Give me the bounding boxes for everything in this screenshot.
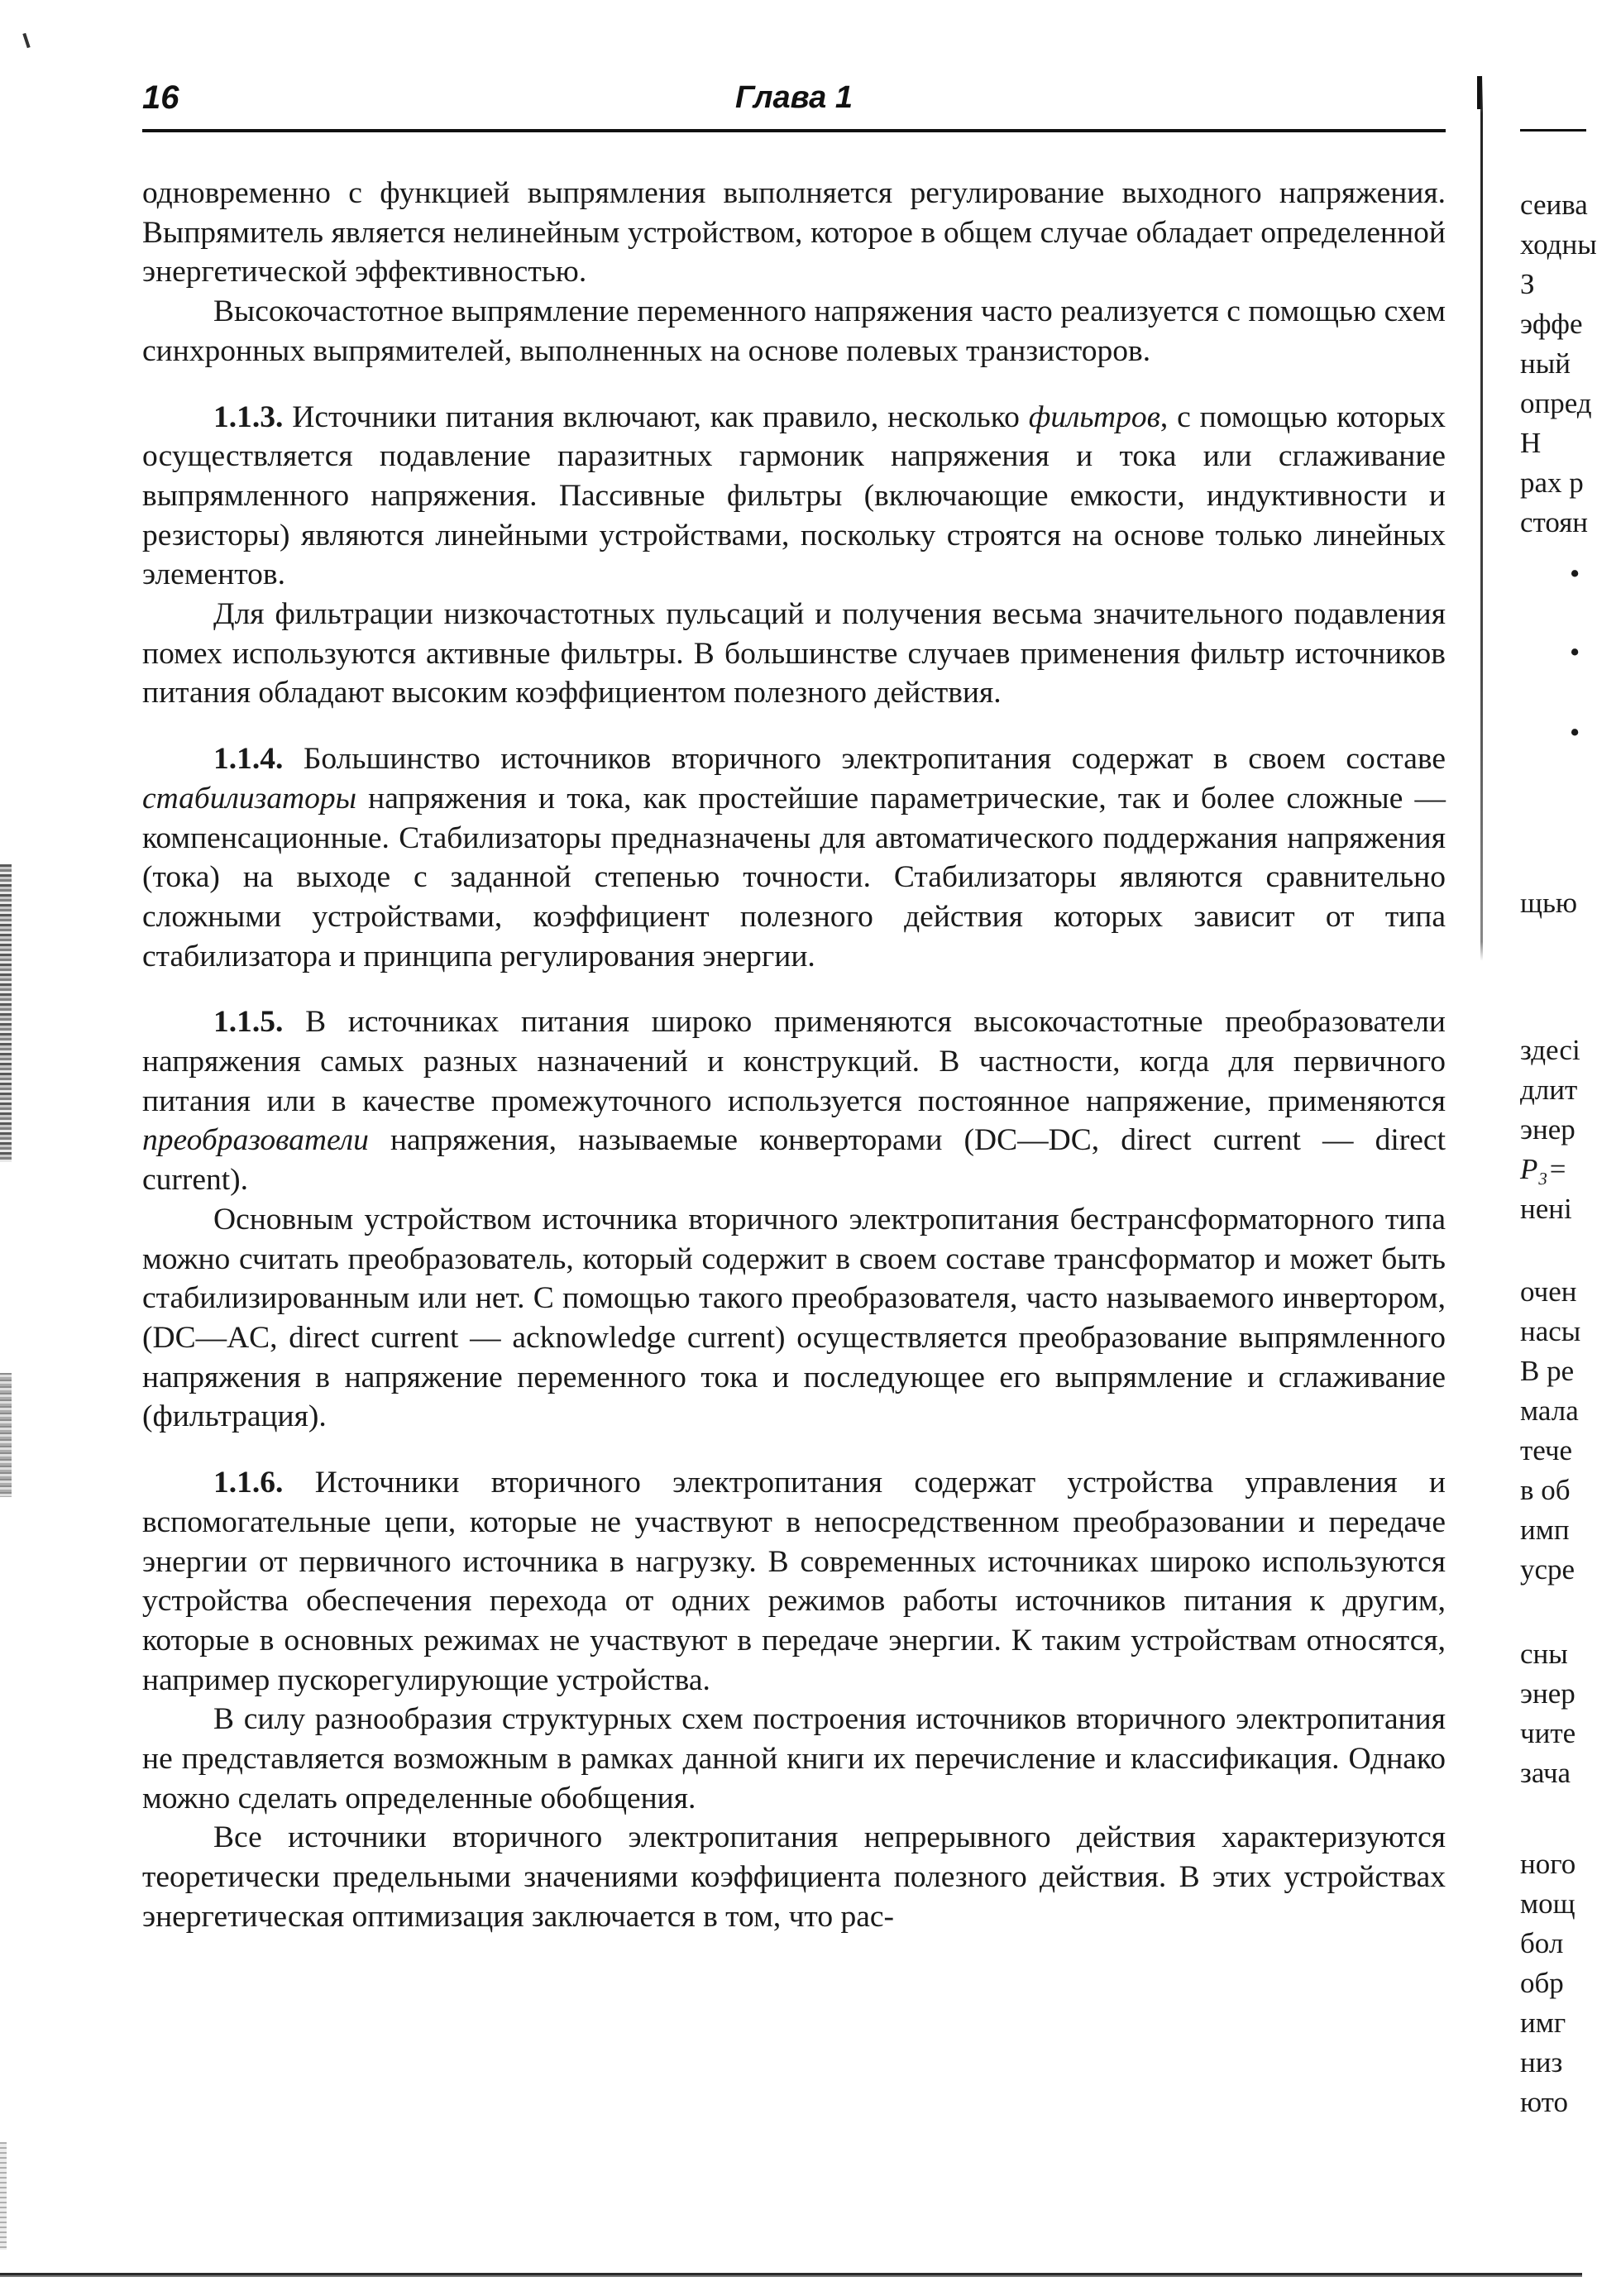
paragraph: Высокочастотное выпрямление переменного напряжения часто реализуется с помощью схем синхронных выпрямителей, выполненных на основе полевых транзисторов. <box>142 294 1446 368</box>
facing-page-fragment: опред <box>1520 387 1592 419</box>
facing-page-fragment: низ <box>1520 2046 1563 2078</box>
facing-page-fragment: бол <box>1520 1927 1564 1959</box>
facing-page-fragment: ный <box>1520 347 1571 380</box>
page-gutter <box>1480 74 1483 2002</box>
paragraph: Для фильтрации низкочастотных пульсаций и получения весьма значительного подавления помех используются активные фильтры. В большинстве случаев применения фильтр источников питания обладают высоким коэффициентом полезного действия. <box>142 597 1446 710</box>
paragraph-text: Большинство источников вторичного электропитания содержат в своем составе <box>283 742 1446 777</box>
paragraph-text: В источниках питания широко применяются высокочастотные преобразователи напряжения самых разных назначений и конструкций. В частности, когда для первичного питания или в качестве промежуточного используется постоянное напряжение, применяются <box>142 1005 1446 1118</box>
section-paragraph-1-1-5 <box>142 1002 1446 1200</box>
facing-page-header-rule <box>1520 129 1586 132</box>
scan-speck <box>22 33 30 48</box>
facing-page-fragment: щью <box>1520 887 1578 919</box>
facing-page-fragment: сны <box>1520 1638 1568 1670</box>
scan-bottom-edge <box>0 2273 1582 2279</box>
facing-page-fragment: юто <box>1520 2086 1569 2118</box>
header-rule <box>142 129 1446 132</box>
facing-page-formula: P₃= <box>1520 1153 1568 1185</box>
chapter-title: Глава 1 <box>735 80 853 115</box>
facing-page-fragment: тече <box>1520 1434 1573 1466</box>
section-number: 1.1.3. <box>213 399 284 434</box>
facing-page-fragment: З <box>1520 268 1535 300</box>
facing-page-fragment: насы <box>1520 1315 1581 1347</box>
main-text <box>142 174 1446 1937</box>
bullet-icon: • <box>1570 636 1580 668</box>
section-number: 1.1.5. <box>213 1005 284 1040</box>
section-number: 1.1.4. <box>213 742 284 777</box>
section-paragraph-1-1-6 <box>142 1463 1446 1700</box>
facing-page-fragment: зача <box>1520 1757 1571 1789</box>
facing-page-fragment: обр <box>1520 1967 1564 1999</box>
paragraph-text: Источники вторичного электропитания содержат устройства управления и вспомогательные цепи, которые не участвуют в непосредственном преобразовании и передаче энергии от первичного источника в нагрузку. В современных источниках широко используются устройства обеспечения перехода от одних режимов работы источников питания к другим, которые в основных режимах не участвуют в передаче энергии. К таким устройствам относятся, например пускорегулирующие устройства. <box>142 1466 1446 1697</box>
running-header <box>142 73 1446 132</box>
facing-page-fragment: эффе <box>1520 308 1583 340</box>
facing-page-fragment: Н <box>1520 427 1542 459</box>
facing-page-fragment: мощ <box>1520 1887 1575 1920</box>
paragraph: В силу разнообразия структурных схем построения источников вторичного электропитания не представляется возможным в рамках данной книги их перечисление и классификация. Однако можно сделать определенные обобщения. <box>142 1702 1446 1815</box>
paragraph-text: Источники питания включают, как правило, несколько <box>283 399 1029 434</box>
facing-page-fragment: имг <box>1520 2007 1566 2039</box>
bullet-icon: • <box>1570 557 1580 590</box>
paragraph: Основным устройством источника вторичного электропитания бестрансформаторного типа можно считать преобразователь, который содержит в своем составе трансформатор и может быть стабилизированным или нет. С помощью такого преобразователя, часто называемого инвертором, (DC—AC, direct current — acknowledge current) осуществляется преобразование выпрямленного напряжения в напряжение переменного тока и последующее его выпрямление и сглаживание (фильтрация). <box>142 1202 1446 1434</box>
bullet-icon: • <box>1570 716 1580 749</box>
facing-page-fragment: здесі <box>1520 1034 1580 1066</box>
facing-page-fragment: мала <box>1520 1394 1579 1427</box>
section-paragraph-1-1-4 <box>142 739 1446 976</box>
section-paragraph-1-1-3 <box>142 398 1446 596</box>
paragraph-text: напряжения и тока, как простейшие параметрические, так и более сложные — компенсационные. Стабилизаторы предназначены для автоматического поддержания напряжения (тока) на выходе с заданной степенью точности. Стабилизаторы являются сравнительно сложными устройствами, коэффициент полезного действия которых зависит от типа стабилизатора и принципа регулирования энергии. <box>142 781 1446 973</box>
section-number: 1.1.6. <box>213 1466 284 1500</box>
facing-page-fragment: рах р <box>1520 466 1584 499</box>
facing-page-fragment: в об <box>1520 1474 1571 1506</box>
facing-page-fragment: усре <box>1520 1553 1575 1586</box>
scan-edge-artifact <box>0 1373 12 1497</box>
facing-page-fragment: длит <box>1520 1074 1578 1106</box>
facing-page-fragment: имп <box>1520 1514 1570 1546</box>
facing-page-fragment: ного <box>1520 1848 1576 1880</box>
paragraph-text: , с помощью которых осуществляется подавление паразитных гармоник напряжения и тока или сглаживание выпрямленного напряжения. Пассивные фильтры (включающие емкости, индуктивности и резисторы) являются линейными устройствами, поскольку строятся на основе только линейных элементов. <box>142 399 1446 592</box>
facing-page-fragment: энер <box>1520 1677 1575 1710</box>
facing-page-fragment: стоян <box>1520 506 1589 538</box>
paragraph: Все источники вторичного электропитания непрерывного действия характеризуются теоретически предельными значениями коэффициента полезного действия. В этих устройствах энергетическая оптимизация заключается в том, что рас- <box>142 1820 1446 1934</box>
facing-page-fragment: ходны <box>1520 228 1597 261</box>
facing-page-fragment: сеива <box>1520 189 1588 221</box>
term-italic: преобразователи <box>142 1123 369 1158</box>
scan-edge-artifact <box>0 864 12 1162</box>
facing-page-fragment: энер <box>1520 1113 1575 1146</box>
facing-page-fragment: чите <box>1520 1717 1576 1749</box>
scan-edge-artifact <box>0 2142 7 2250</box>
term-italic: фильтров <box>1028 399 1160 434</box>
facing-page-fragment: нені <box>1520 1193 1572 1225</box>
term-italic: стабилизаторы <box>142 781 357 816</box>
page-number: 16 <box>142 79 179 116</box>
facing-page-fragment: В ре <box>1520 1355 1575 1387</box>
paragraph-text: напряжения, называемые конверторами (DC—DC, direct current — direct current). <box>142 1123 1446 1198</box>
paragraph: одновременно с функцией выпрямления выполняется регулирование выходного напряжения. Выпрямитель является нелинейным устройством, которое в общем случае обладает определенной энергетической эффективностью. <box>142 176 1446 289</box>
facing-page-fragment: очен <box>1520 1275 1577 1308</box>
